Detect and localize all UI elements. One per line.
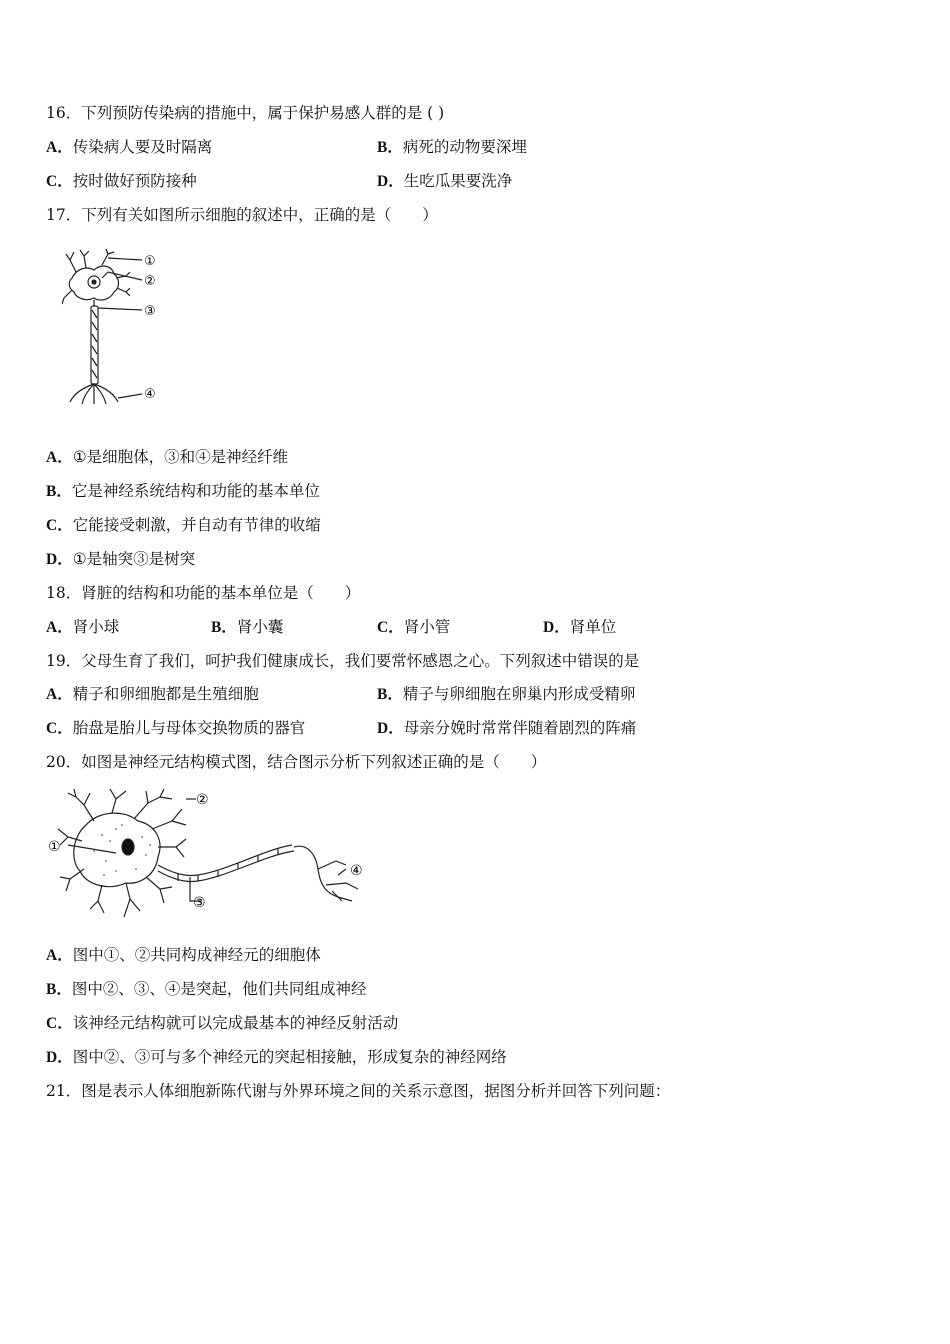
q16-option-d: D．生吃瓜果要洗净 (377, 172, 513, 190)
q17-option-a: A．①是细胞体，③和④是神经纤维 (46, 448, 289, 466)
q18-stem: 18．肾脏的结构和功能的基本单位是（ ） (46, 584, 361, 602)
q17-option-d: D．①是轴突③是树突 (46, 550, 196, 568)
q20-neuron-figure (46, 785, 376, 930)
q19-stem: 19．父母生育了我们，呵护我们健康成长，我们要常怀感恩之心。下列叙述中错误的是 (46, 652, 640, 670)
q17-neuron-figure (62, 248, 172, 408)
q19-option-c: C．胎盘是胎儿与母体交换物质的器官 (46, 719, 306, 737)
q17-label-4: ④ (144, 387, 156, 402)
q20-label-2: ② (196, 792, 209, 808)
q20-option-d: D．图中②、③可与多个神经元的突起相接触，形成复杂的神经网络 (46, 1048, 507, 1066)
q20-option-c: C．该神经元结构就可以完成最基本的神经反射活动 (46, 1014, 399, 1032)
q18-option-b: B．肾小囊 (211, 618, 284, 636)
q19-option-b: B．精子与卵细胞在卵巢内形成受精卵 (377, 685, 636, 703)
q16-option-c: C．按时做好预防接种 (46, 172, 197, 190)
q20-label-4: ④ (350, 863, 363, 879)
q20-option-a: A．图中①、②共同构成神经元的细胞体 (46, 946, 321, 964)
q16-stem: 16．下列预防传染病的措施中，属于保护易感人群的是 ( ) (46, 104, 445, 122)
q18-option-d: D．肾单位 (543, 618, 617, 636)
q19-option-d: D．母亲分娩时常常伴随着剧烈的阵痛 (377, 719, 637, 737)
q20-stem: 20．如图是神经元结构模式图，结合图示分析下列叙述正确的是（ ） (46, 753, 547, 771)
q17-label-1: ① (144, 254, 156, 269)
q16-option-b: B．病死的动物要深埋 (377, 138, 527, 156)
q16-option-a: A．传染病人要及时隔离 (46, 138, 213, 156)
q20-label-1: ① (48, 839, 61, 855)
q20-option-b: B．图中②、③、④是突起，他们共同组成神经 (46, 980, 367, 998)
q18-option-c: C．肾小管 (377, 618, 451, 636)
q17-option-b: B．它是神经系统结构和功能的基本单位 (46, 482, 320, 500)
q18-option-a: A．肾小球 (46, 618, 120, 636)
q17-label-3: ③ (144, 304, 156, 319)
q19-option-a: A．精子和卵细胞都是生殖细胞 (46, 685, 259, 703)
q17-option-c: C．它能接受刺激，并自动有节律的收缩 (46, 516, 321, 534)
q20-label-3: ③ (193, 895, 206, 911)
q17-label-2: ② (144, 274, 156, 289)
q17-stem: 17．下列有关如图所示细胞的叙述中，正确的是（ ） (46, 206, 438, 224)
q21-stem: 21．图是表示人体细胞新陈代谢与外界环境之间的关系示意图，据图分析并回答下列问题： (46, 1082, 671, 1100)
